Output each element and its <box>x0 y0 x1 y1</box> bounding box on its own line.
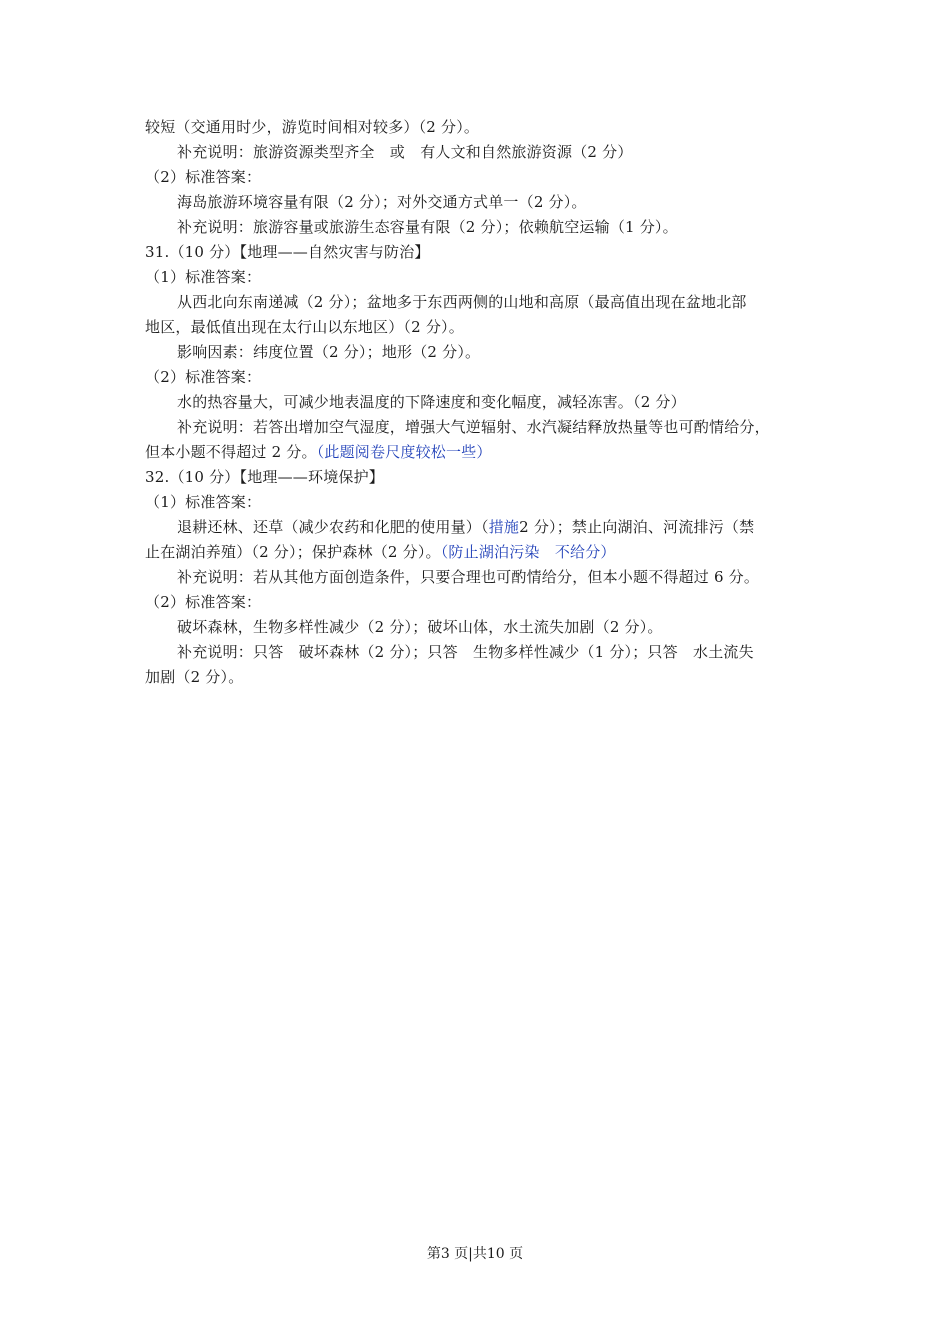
standard-answer-continued: 地区，最低值出现在太行山以东地区）（2 分）。 <box>145 318 464 336</box>
answer-key-content <box>145 115 825 690</box>
answer-text: 止在湖泊养殖）（2 分）；保护森林（2 分）。 <box>145 543 441 561</box>
sub-question-heading: （1）标准答案： <box>145 268 262 286</box>
supplementary-note: 补充说明：旅游资源类型齐全 或 有人文和自然旅游资源（2 分） <box>177 143 633 161</box>
supplementary-note: 补充说明：旅游容量或旅游生态容量有限（2 分）；依赖航空运输（1 分）。 <box>177 218 678 236</box>
supplementary-note: 补充说明：若从其他方面创造条件，只要合理也可酌情给分，但本小题不得超过 6 分。 <box>177 568 760 586</box>
influence-factors: 影响因素：纬度位置（2 分）；地形（2 分）。 <box>177 343 481 361</box>
standard-answer: 水的热容量大，可减少地表温度的下降速度和变化幅度，减轻冻害。（2 分） <box>177 393 686 411</box>
supplementary-note: 补充说明：若答出增加空气湿度，增强大气逆辐射、水汽凝结释放热量等也可酌情给分， <box>177 418 770 436</box>
note-text: 但本小题不得超过 2 分。 <box>145 443 317 461</box>
answer-text: 2 分）；禁止向湖泊、河流排污（禁 <box>519 518 755 536</box>
supplementary-note-continued <box>145 440 825 465</box>
supplementary-note: 补充说明：只答 破坏森林（2 分）；只答 生物多样性减少（1 分）；只答 水土流失 <box>177 643 754 661</box>
text-line: 较短（交通用时少，游览时间相对较多）（2 分）。 <box>145 118 480 136</box>
standard-answer: 破坏森林，生物多样性减少（2 分）；破坏山体，水土流失加剧（2 分）。 <box>177 618 663 636</box>
standard-answer <box>145 515 825 540</box>
standard-answer: 从西北向东南递减（2 分）；盆地多于东西两侧的山地和高原（最高值出现在盆地北部 <box>177 293 747 311</box>
sub-question-heading: （2）标准答案： <box>145 368 262 386</box>
answer-text: 退耕还林、还草（减少农药和化肥的使用量）（ <box>177 518 489 536</box>
grader-annotation: 措施 <box>488 518 520 536</box>
question-heading-32: 32.（10 分）【地理——环境保护】 <box>145 468 385 486</box>
sub-question-heading: （1）标准答案： <box>145 493 262 511</box>
standard-answer: 海岛旅游环境容量有限（2 分）；对外交通方式单一（2 分）。 <box>177 193 587 211</box>
sub-question-heading: （2）标准答案： <box>145 168 262 186</box>
supplementary-note-continued: 加剧（2 分）。 <box>145 668 244 686</box>
sub-question-heading: （2）标准答案： <box>145 593 262 611</box>
grader-annotation: （此题阅卷尺度较松一些） <box>316 443 492 461</box>
grader-annotation: （防止湖泊污染 不给分） <box>440 543 616 561</box>
page-number-footer: 第3 页|共10 页 <box>426 1246 524 1262</box>
question-heading-31: 31.（10 分）【地理——自然灾害与防治】 <box>145 243 430 261</box>
standard-answer-continued <box>145 540 825 565</box>
